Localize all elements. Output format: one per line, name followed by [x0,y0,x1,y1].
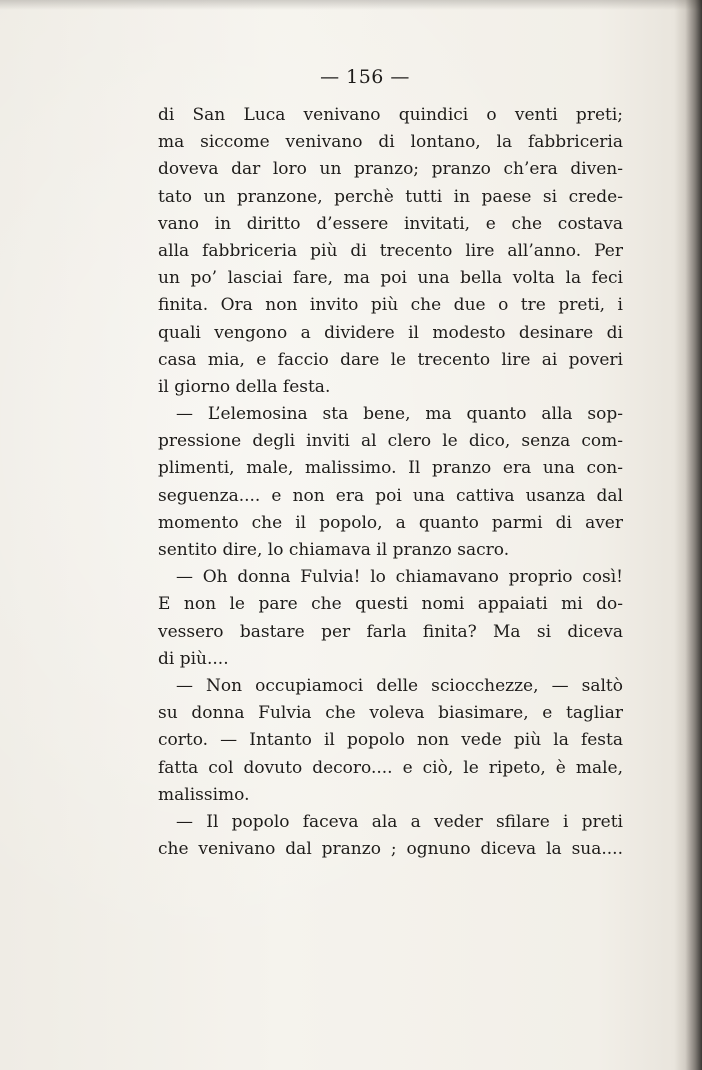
text-line: vessero bastare per farla finita? Ma si diceva [158,621,623,642]
text-line: malissimo. [158,784,250,805]
text-line: seguenza.... e non era poi una cattiva usanza dal [158,485,623,506]
text-line: di San Luca venivano quindici o venti preti; [158,105,623,125]
text-line: un po’ lasciai fare, ma poi una bella volta la feci [158,268,623,289]
text-line: E non le pare che questi nomi appaiati mi do- [158,594,623,615]
text-line: — Il popolo faceva ala a veder sfilare i preti [176,811,623,832]
text-line: sentito dire, lo chiamava il pranzo sacro. [158,540,510,560]
text-line: ma siccome venivano di lontano, la fabbriceria [158,132,623,153]
text-line: — L’elemosina sta bene, ma quanto alla sop- [176,404,623,425]
text-line: corto. — Intanto il popolo non vede più la festa [158,730,623,751]
text-line: il giorno della festa. [158,376,331,397]
text-line: — Non occupiamoci delle sciocchezze, — saltò [176,675,623,696]
text-line: quali vengono a dividere il modesto desinare di [158,322,623,343]
text-line: di più.... [158,648,229,669]
text-line: plimenti, male, malissimo. Il pranzo era una con- [158,458,623,479]
text-line: doveva dar loro un pranzo; pranzo ch’era diven- [158,159,623,180]
text-line: vano in diritto d’essere invitati, e che costava [158,213,623,234]
text-line: finita. Ora non invito più che due o tre preti, i [158,295,623,316]
page-number: — 156 — [320,66,410,88]
page-top-shadow [0,0,702,10]
text-line: pressione degli inviti al clero le dico, senza com- [158,431,623,452]
text-line: alla fabbriceria più di trecento lire all’anno. Per [158,240,623,261]
text-line: su donna Fulvia che voleva biasimare, e tagliar [158,703,623,724]
text-line: che venivano dal pranzo ; ognuno diceva la sua.... [158,839,623,860]
text-line: — Oh donna Fulvia! lo chiamavano proprio così! [176,567,623,588]
text-line: momento che il popolo, a quanto parmi di aver [158,512,623,533]
body-text [158,102,623,863]
text-line: fatta col dovuto decoro.... e ciò, le ripeto, è male, [158,757,623,778]
text-line: casa mia, e faccio dare le trecento lire ai poveri [158,349,623,370]
page-binding-shadow [674,0,702,1070]
text-line: tato un pranzone, perchè tutti in paese si crede- [158,186,623,207]
